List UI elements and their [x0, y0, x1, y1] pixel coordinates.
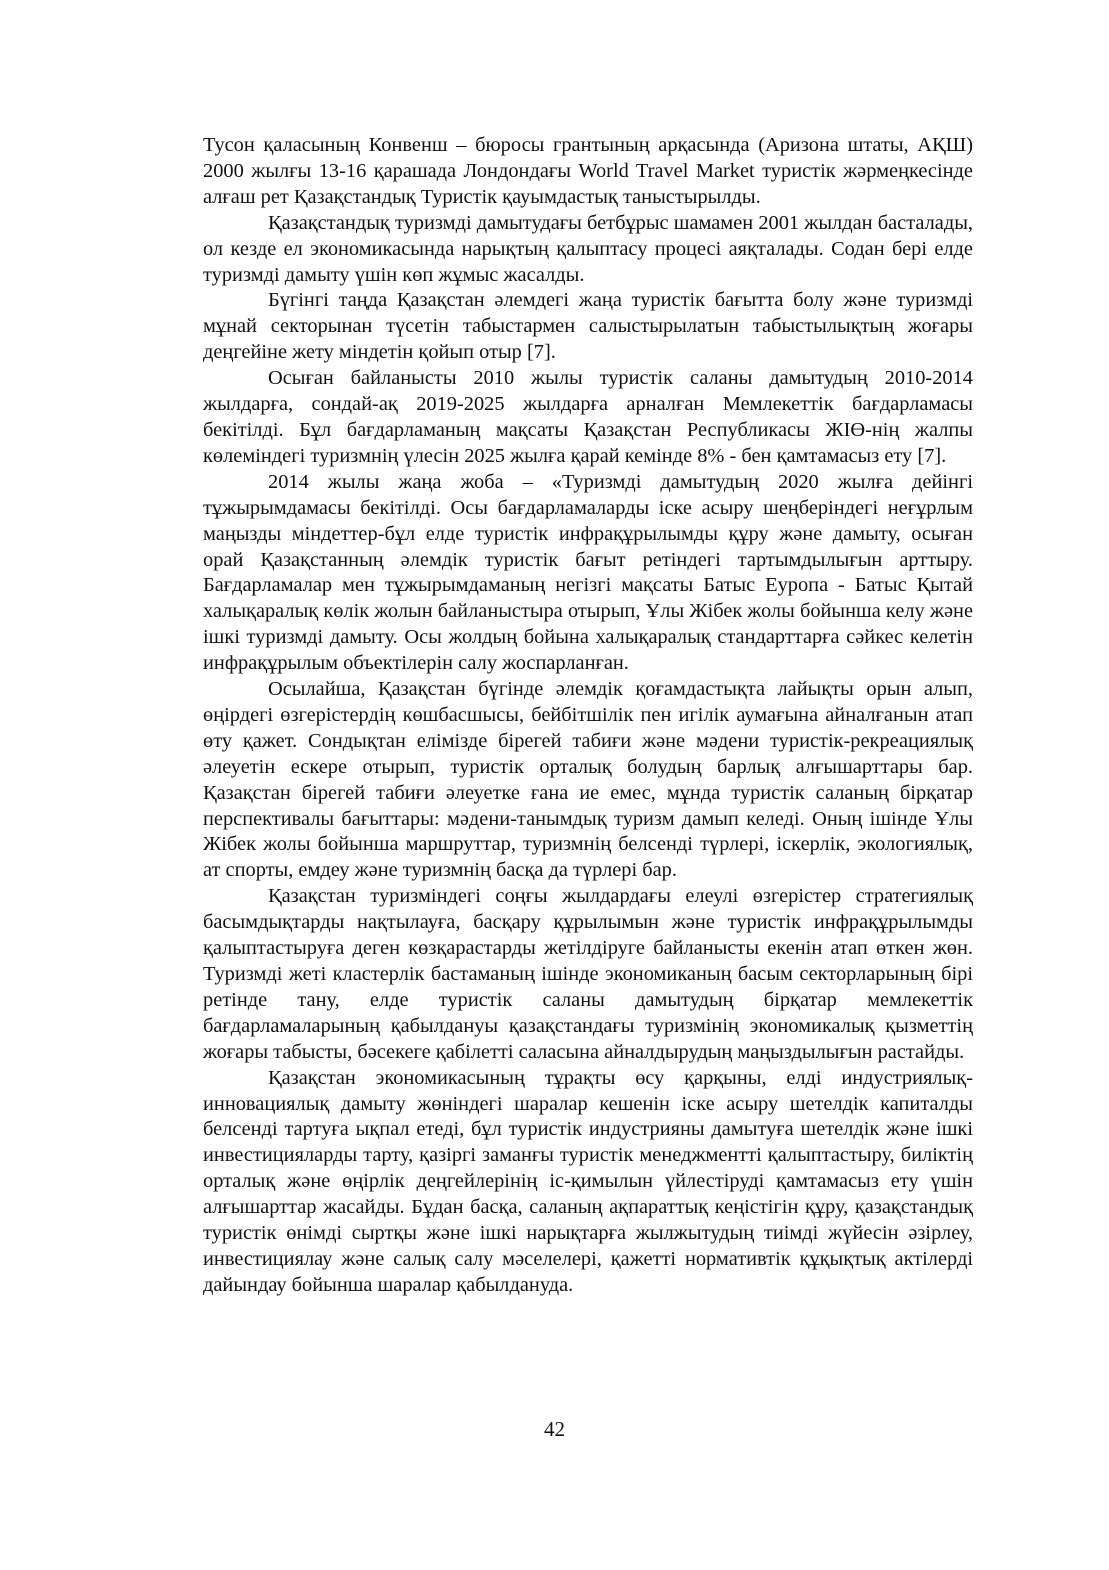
paragraph-4: Осыған байланысты 2010 жылы туристік саланы дамытудың 2010-2014 жылдарға, сондай-ақ 2019-2025 жылдарға арналған Мемлекеттік бағдарламасы бекітілді. Бұл бағдарламаның мақсаты Қазақстан Республикасы ЖІӨ-нің жалпы көлеміндегі туризмнің үлесін 2025 жылға қарай кемінде 8% - бен қамтамасыз ету [7].	[203, 367, 973, 467]
page-number: 42	[544, 1417, 565, 1441]
body-text	[203, 133, 973, 1299]
paragraph-7: Қазақстан туризміндегі соңғы жылдардағы елеулі өзгерістер стратегиялық басымдықтарды нақтылауға, басқару құрылымын және туристік инфрақұрылымды қалыптастыруға деген көзқарастарды жетілдіруге байланысты екенін атап өткен жөн. Туризмді жеті кластерлік бастаманың ішінде экономиканың басым секторларының бірі ретінде тану, елде туристік саланы дамытудың бірқатар мемлекеттік бағдарламаларының қабылдануы қазақстандағы туризмінің экономикалық қызметтің жоғары табысты, бәсекеге қабілетті саласына айналдырудың маңыздылығын растайды.	[203, 885, 973, 1063]
paragraph-2: Қазақстандық туризмді дамытудағы бетбұрыс шамамен 2001 жылдан басталады, ол кезде ел экономикасында нарықтың қалыптасу процесі аяқталады. Содан бері елде туризмді дамыту үшін көп жұмыс жасалды.	[203, 211, 973, 286]
paragraph-3: Бүгінгі таңда Қазақстан әлемдегі жаңа туристік бағытта болу және туризмді мұнай секторынан түсетін табыстармен салыстырылатын табыстылықтың жоғары деңгейіне жету міндетін қойып отыр [7].	[203, 289, 973, 364]
paragraph-6: Осылайша, Қазақстан бүгінде әлемдік қоғамдастықта лайықты орын алып, өңірдегі өзгерістердің көшбасшысы, бейбітшілік пен игілік аумағына айналғанын атап өту қажет. Сондықтан елімізде бірегей табиғи және мәдени туристік-рекреациялық әлеуетін ескере отырып, туристік орталық болудың барлық алғышарттары бар. Қазақстан бірегей табиғи әлеуетке ғана ие емес, мұнда туристік саланың бірқатар перспективалы бағыттары: мәдени-танымдық туризм дамып келеді. Оның ішінде Ұлы Жібек жолы бойынша маршруттар, туризмнің белсенді түрлері, іскерлік, экологиялық, ат спорты, емдеу және туризмнің басқа да түрлері бар.	[203, 678, 973, 882]
paragraph-5: 2014 жылы жаңа жоба – «Туризмді дамытудың 2020 жылға дейінгі тұжырымдамасы бекітілді. Осы бағдарламаларды іске асыру шеңберіндегі неғұрлым маңызды міндеттер-бұл елде туристік инфрақұрылымды құру және дамыту, осыған орай Қазақстанның әлемдік туристік бағыт ретіндегі тартымдылығын арттыру. Бағдарламалар мен тұжырымдаманың негізгі мақсаты Батыс Еуропа - Батыс Қытай халықаралық көлік жолын байланыстыра отырып, Ұлы Жібек жолы бойынша келу және ішкі туризмді дамыту. Осы жолдың бойына халықаралық стандарттарға сәйкес келетін инфрақұрылым объектілерін салу жоспарланған.	[203, 470, 973, 675]
paragraph-1: Тусон қаласының Конвенш – бюросы грантының арқасында (Аризона штаты, АҚШ) 2000 жылғы 13-16 қарашада Лондондағы World Travel Market туристік жәрмеңкесінде алғаш рет Қазақстандық Туристік қауымдастық таныстырылды.	[203, 134, 973, 208]
paragraph-8: Қазақстан экономикасының тұрақты өсу қарқыны, елді индустриялық-инновациялық дамыту жөніндегі шаралар кешенін іске асыру шетелдік капиталды белсенді тартуға ықпал етеді, бұл туристік индустрияны дамытуға шетелдік және ішкі инвестицияларды тарту, қазіргі заманғы туристік менеджментті қалыптастыру, биліктің орталық және өңірлік деңгейлерінің іс-қимылын үйлестіруді қамтамасыз ету үшін алғышарттар жасайды. Бұдан басқа, саланың ақпараттық кеңістігін құру, қазақстандық туристік өнімді сыртқы және ішкі нарықтарға жылжытудың тиімді жүйесін әзірлеу, инвестициялау және салық салу мәселелері, қажетті нормативтік құқықтық актілерді дайындау бойынша шаралар қабылдануда.	[203, 1066, 973, 1296]
